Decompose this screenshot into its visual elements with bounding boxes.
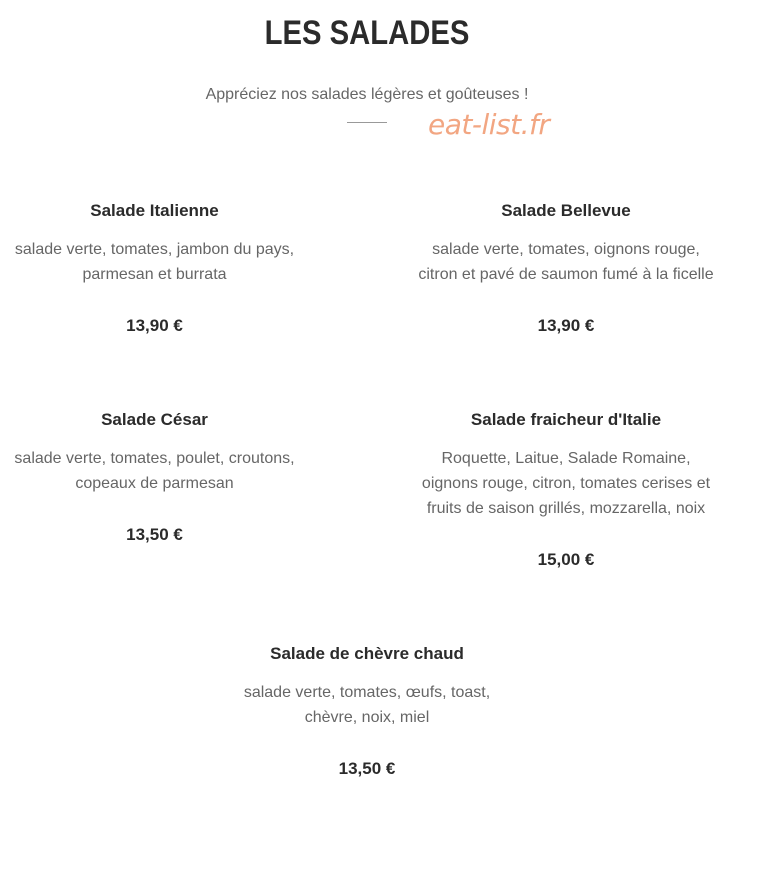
menu-item-name: Salade de chèvre chaud <box>270 644 464 663</box>
menu-item-description-line: salade verte, tomates, jambon du pays, <box>14 241 295 258</box>
menu-item-description-line: fruits de saison grillés, mozzarella, noix <box>426 500 706 517</box>
menu-item-price: 13,90 € <box>537 316 595 335</box>
watermark-logo: eat-list.fr <box>428 108 550 141</box>
menu-item-description-line: oignons rouge, citron, tomates cerises et <box>421 475 711 492</box>
menu-item-price: 13,90 € <box>126 316 183 335</box>
menu-item-description-line: chèvre, noix, miel <box>304 709 430 726</box>
menu-item <box>0 201 309 336</box>
menu-item-name: Salade Bellevue <box>501 201 631 220</box>
menu-item-description-line: salade verte, tomates, œufs, toast, <box>243 684 491 701</box>
menu-item-description <box>0 446 309 496</box>
menu-item-name: Salade César <box>101 410 208 429</box>
page-title: LES SALADES <box>264 14 470 52</box>
menu-item-name: Salade fraicheur d'Italie <box>470 410 662 429</box>
menu-item-description <box>0 237 309 287</box>
menu-item-description-line: parmesan et burrata <box>82 266 227 283</box>
menu-item-description-line: salade verte, tomates, poulet, croutons, <box>14 450 295 467</box>
title-divider <box>347 122 387 123</box>
menu-item-description-line: copeaux de parmesan <box>75 475 234 492</box>
menu-item-description <box>411 237 721 287</box>
menu-item-description-line: salade verte, tomates, oignons rouge, <box>432 241 700 258</box>
menu-item-description-line: Roquette, Laitue, Salade Romaine, <box>441 450 691 467</box>
page-subtitle: Appréciez nos salades légères et goûteuses ! <box>205 86 529 103</box>
menu-item-price: 13,50 € <box>338 759 396 778</box>
menu-item-price: 15,00 € <box>537 550 595 569</box>
menu-item <box>0 410 309 545</box>
menu-item-name: Salade Italienne <box>90 201 219 220</box>
menu-item <box>411 410 721 570</box>
menu-item-price: 13,50 € <box>126 525 183 544</box>
menu-item <box>212 644 522 779</box>
menu-item <box>411 201 721 336</box>
menu-item-description <box>212 680 522 730</box>
menu-item-description-line: citron et pavé de saumon fumé à la ficelle <box>418 266 714 283</box>
menu-item-description <box>411 446 721 521</box>
